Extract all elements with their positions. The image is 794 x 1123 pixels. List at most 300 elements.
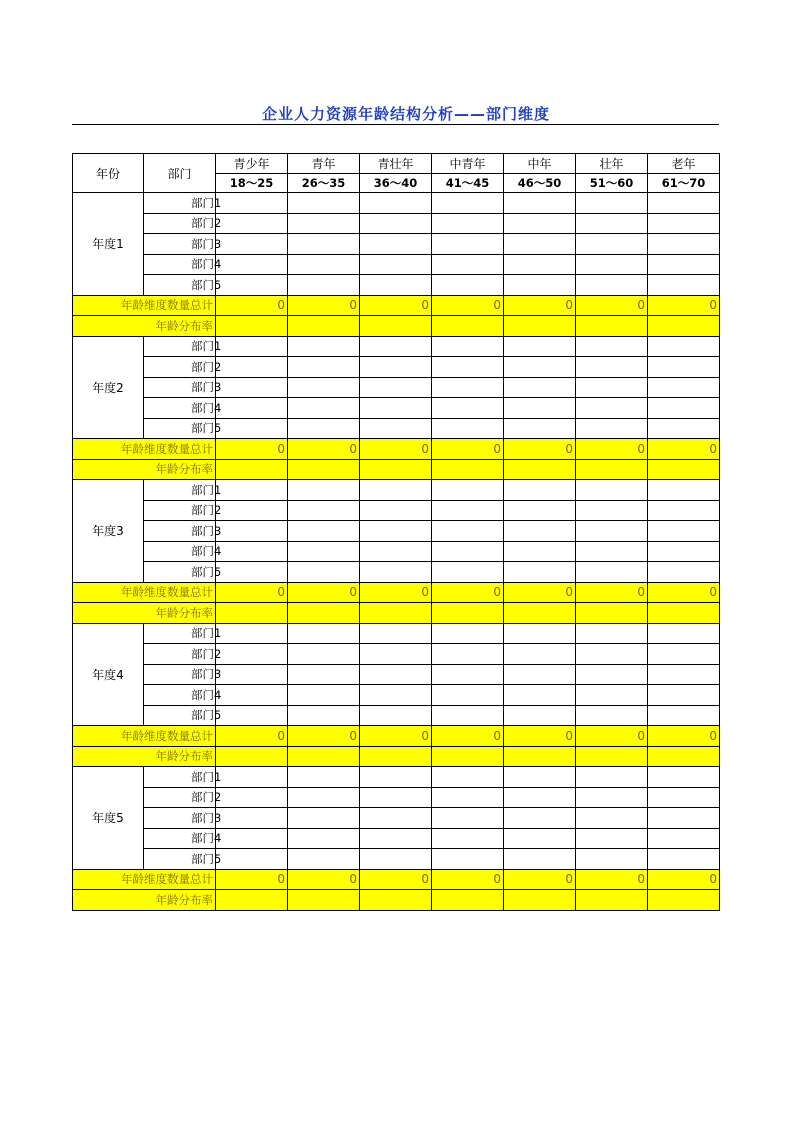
rate-cell[interactable] <box>216 746 288 767</box>
total-cell[interactable]: 0 <box>432 726 504 747</box>
data-cell[interactable] <box>288 213 360 234</box>
table-row <box>73 562 720 583</box>
total-cell[interactable]: 0 <box>432 869 504 890</box>
data-cell[interactable] <box>504 828 576 849</box>
data-cell[interactable] <box>504 562 576 583</box>
data-cell[interactable] <box>648 685 720 706</box>
data-cell[interactable] <box>216 500 288 521</box>
rate-row <box>73 316 720 337</box>
table-row <box>73 500 720 521</box>
total-cell[interactable]: 0 <box>504 295 576 316</box>
data-cell[interactable] <box>360 193 432 214</box>
rate-cell[interactable] <box>288 603 360 624</box>
data-cell[interactable] <box>504 521 576 542</box>
data-cell[interactable] <box>576 787 648 808</box>
dept-label: 部门4 <box>144 685 216 706</box>
data-cell[interactable] <box>432 541 504 562</box>
data-cell[interactable] <box>504 541 576 562</box>
data-cell[interactable] <box>432 500 504 521</box>
data-cell[interactable] <box>648 275 720 296</box>
data-cell[interactable] <box>216 418 288 439</box>
data-cell[interactable] <box>576 828 648 849</box>
rate-row <box>73 890 720 911</box>
data-cell[interactable] <box>648 787 720 808</box>
total-cell[interactable]: 0 <box>504 439 576 460</box>
data-cell[interactable] <box>216 193 288 214</box>
data-cell[interactable] <box>432 377 504 398</box>
rate-cell[interactable] <box>432 746 504 767</box>
rate-cell[interactable] <box>648 603 720 624</box>
data-cell[interactable] <box>648 193 720 214</box>
data-cell[interactable] <box>648 562 720 583</box>
data-cell[interactable] <box>432 849 504 870</box>
total-cell[interactable]: 0 <box>576 295 648 316</box>
rate-cell[interactable] <box>648 459 720 480</box>
data-cell[interactable] <box>648 808 720 829</box>
data-cell[interactable] <box>648 541 720 562</box>
data-cell[interactable] <box>216 623 288 644</box>
total-cell[interactable]: 0 <box>576 439 648 460</box>
data-cell[interactable] <box>504 377 576 398</box>
data-cell[interactable] <box>504 234 576 255</box>
data-cell[interactable] <box>216 336 288 357</box>
total-cell[interactable]: 0 <box>216 582 288 603</box>
table-row <box>73 705 720 726</box>
total-cell[interactable]: 0 <box>576 869 648 890</box>
dept-label: 部门3 <box>144 664 216 685</box>
data-cell[interactable] <box>648 849 720 870</box>
data-cell[interactable] <box>432 521 504 542</box>
data-cell[interactable] <box>216 377 288 398</box>
data-cell[interactable] <box>504 623 576 644</box>
data-cell[interactable] <box>360 705 432 726</box>
data-cell[interactable] <box>648 213 720 234</box>
data-cell[interactable] <box>648 644 720 665</box>
data-cell[interactable] <box>360 336 432 357</box>
rate-cell[interactable] <box>360 746 432 767</box>
data-cell[interactable] <box>504 664 576 685</box>
rate-cell[interactable] <box>432 459 504 480</box>
data-cell[interactable] <box>216 213 288 234</box>
year-label: 年度2 <box>73 336 144 439</box>
data-cell[interactable] <box>576 234 648 255</box>
rate-cell[interactable] <box>648 890 720 911</box>
data-cell[interactable] <box>216 521 288 542</box>
rate-cell[interactable] <box>576 603 648 624</box>
data-cell[interactable] <box>504 644 576 665</box>
data-cell[interactable] <box>648 828 720 849</box>
rate-cell[interactable] <box>216 890 288 911</box>
total-row <box>73 295 720 316</box>
data-cell[interactable] <box>288 767 360 788</box>
data-cell[interactable] <box>288 623 360 644</box>
data-cell[interactable] <box>504 685 576 706</box>
data-cell[interactable] <box>288 275 360 296</box>
dept-label: 部门1 <box>144 336 216 357</box>
data-cell[interactable] <box>432 193 504 214</box>
data-cell[interactable] <box>360 254 432 275</box>
data-cell[interactable] <box>288 234 360 255</box>
data-cell[interactable] <box>576 377 648 398</box>
data-cell[interactable] <box>216 398 288 419</box>
data-cell[interactable] <box>216 254 288 275</box>
rate-cell[interactable] <box>504 459 576 480</box>
data-cell[interactable] <box>360 377 432 398</box>
data-cell[interactable] <box>576 644 648 665</box>
data-cell[interactable] <box>216 705 288 726</box>
table-row <box>73 787 720 808</box>
total-cell[interactable]: 0 <box>432 582 504 603</box>
data-cell[interactable] <box>432 480 504 501</box>
header-group-name: 中青年 <box>432 154 504 174</box>
total-label: 年龄维度数量总计 <box>73 726 216 747</box>
data-cell[interactable] <box>216 275 288 296</box>
data-cell[interactable] <box>216 644 288 665</box>
rate-cell[interactable] <box>432 603 504 624</box>
data-cell[interactable] <box>216 787 288 808</box>
rate-cell[interactable] <box>432 316 504 337</box>
data-cell[interactable] <box>504 193 576 214</box>
total-cell[interactable]: 0 <box>288 726 360 747</box>
data-cell[interactable] <box>576 705 648 726</box>
total-cell[interactable]: 0 <box>288 869 360 890</box>
total-cell[interactable]: 0 <box>648 295 720 316</box>
rate-cell[interactable] <box>504 890 576 911</box>
data-cell[interactable] <box>432 644 504 665</box>
data-cell[interactable] <box>504 705 576 726</box>
data-cell[interactable] <box>576 767 648 788</box>
data-cell[interactable] <box>360 480 432 501</box>
data-cell[interactable] <box>576 562 648 583</box>
data-cell[interactable] <box>576 849 648 870</box>
total-cell[interactable]: 0 <box>216 726 288 747</box>
data-cell[interactable] <box>216 234 288 255</box>
data-cell[interactable] <box>432 705 504 726</box>
data-cell[interactable] <box>432 685 504 706</box>
total-cell[interactable]: 0 <box>576 582 648 603</box>
data-cell[interactable] <box>288 849 360 870</box>
rate-cell[interactable] <box>648 316 720 337</box>
data-cell[interactable] <box>288 664 360 685</box>
data-cell[interactable] <box>288 357 360 378</box>
data-cell[interactable] <box>576 808 648 829</box>
data-cell[interactable] <box>576 336 648 357</box>
data-cell[interactable] <box>288 562 360 583</box>
data-cell[interactable] <box>288 644 360 665</box>
data-cell[interactable] <box>648 336 720 357</box>
data-cell[interactable] <box>576 357 648 378</box>
total-cell[interactable]: 0 <box>360 295 432 316</box>
header-group-range: 26～35 <box>288 173 360 193</box>
data-cell[interactable] <box>504 849 576 870</box>
year-label: 年度1 <box>73 193 144 296</box>
total-cell[interactable]: 0 <box>648 582 720 603</box>
data-cell[interactable] <box>360 213 432 234</box>
data-cell[interactable] <box>648 623 720 644</box>
total-cell[interactable]: 0 <box>504 582 576 603</box>
data-cell[interactable] <box>432 787 504 808</box>
data-cell[interactable] <box>648 377 720 398</box>
total-cell[interactable]: 0 <box>288 295 360 316</box>
dept-label: 部门5 <box>144 418 216 439</box>
data-cell[interactable] <box>648 664 720 685</box>
dept-label: 部门1 <box>144 480 216 501</box>
total-cell[interactable]: 0 <box>432 439 504 460</box>
title-divider <box>72 124 719 125</box>
dept-label: 部门4 <box>144 254 216 275</box>
dept-label: 部门1 <box>144 767 216 788</box>
data-cell[interactable] <box>432 357 504 378</box>
data-cell[interactable] <box>288 705 360 726</box>
rate-cell[interactable] <box>648 746 720 767</box>
rate-cell[interactable] <box>288 316 360 337</box>
data-cell[interactable] <box>504 787 576 808</box>
data-cell[interactable] <box>504 357 576 378</box>
total-cell[interactable]: 0 <box>432 295 504 316</box>
total-label: 年龄维度数量总计 <box>73 295 216 316</box>
table-row <box>73 644 720 665</box>
total-cell[interactable]: 0 <box>360 726 432 747</box>
data-cell[interactable] <box>504 500 576 521</box>
rate-cell[interactable] <box>432 890 504 911</box>
data-cell[interactable] <box>288 685 360 706</box>
data-cell[interactable] <box>360 234 432 255</box>
dept-label: 部门3 <box>144 377 216 398</box>
data-cell[interactable] <box>648 234 720 255</box>
table-row <box>73 357 720 378</box>
data-cell[interactable] <box>648 480 720 501</box>
data-cell[interactable] <box>504 213 576 234</box>
data-cell[interactable] <box>216 685 288 706</box>
year-label: 年度4 <box>73 623 144 726</box>
data-cell[interactable] <box>360 828 432 849</box>
data-cell[interactable] <box>216 480 288 501</box>
data-cell[interactable] <box>216 357 288 378</box>
data-cell[interactable] <box>360 500 432 521</box>
dept-label: 部门4 <box>144 828 216 849</box>
data-cell[interactable] <box>504 275 576 296</box>
rate-cell[interactable] <box>216 459 288 480</box>
table-row <box>73 193 720 214</box>
data-cell[interactable] <box>504 254 576 275</box>
data-cell[interactable] <box>576 664 648 685</box>
total-cell[interactable]: 0 <box>288 582 360 603</box>
data-cell[interactable] <box>288 254 360 275</box>
data-cell[interactable] <box>288 336 360 357</box>
data-cell[interactable] <box>432 254 504 275</box>
data-cell[interactable] <box>360 808 432 829</box>
data-cell[interactable] <box>648 398 720 419</box>
data-cell[interactable] <box>432 664 504 685</box>
total-cell[interactable]: 0 <box>504 869 576 890</box>
rate-cell[interactable] <box>288 459 360 480</box>
data-cell[interactable] <box>576 623 648 644</box>
data-cell[interactable] <box>360 787 432 808</box>
data-cell[interactable] <box>576 685 648 706</box>
data-cell[interactable] <box>360 644 432 665</box>
data-cell[interactable] <box>288 500 360 521</box>
data-cell[interactable] <box>360 664 432 685</box>
data-cell[interactable] <box>432 808 504 829</box>
data-cell[interactable] <box>576 541 648 562</box>
total-cell[interactable]: 0 <box>360 439 432 460</box>
rate-cell[interactable] <box>576 746 648 767</box>
data-cell[interactable] <box>216 664 288 685</box>
rate-cell[interactable] <box>288 746 360 767</box>
data-cell[interactable] <box>504 336 576 357</box>
data-cell[interactable] <box>360 562 432 583</box>
data-cell[interactable] <box>576 275 648 296</box>
rate-cell[interactable] <box>360 459 432 480</box>
rate-label: 年龄分布率 <box>73 316 216 337</box>
data-cell[interactable] <box>360 398 432 419</box>
dept-label: 部门3 <box>144 808 216 829</box>
rate-row <box>73 603 720 624</box>
data-cell[interactable] <box>216 828 288 849</box>
data-cell[interactable] <box>432 767 504 788</box>
header-dept: 部门 <box>144 154 216 193</box>
table-row <box>73 849 720 870</box>
age-structure-table <box>72 153 720 911</box>
data-cell[interactable] <box>576 521 648 542</box>
total-row <box>73 869 720 890</box>
total-row <box>73 726 720 747</box>
rate-cell[interactable] <box>216 603 288 624</box>
year-label: 年度3 <box>73 480 144 583</box>
rate-cell[interactable] <box>288 890 360 911</box>
data-cell[interactable] <box>576 213 648 234</box>
data-cell[interactable] <box>216 849 288 870</box>
data-cell[interactable] <box>432 418 504 439</box>
rate-label: 年龄分布率 <box>73 459 216 480</box>
data-cell[interactable] <box>216 541 288 562</box>
header-group-name: 青壮年 <box>360 154 432 174</box>
data-cell[interactable] <box>360 521 432 542</box>
data-cell[interactable] <box>648 418 720 439</box>
dept-label: 部门5 <box>144 562 216 583</box>
data-cell[interactable] <box>288 521 360 542</box>
data-cell[interactable] <box>576 418 648 439</box>
header-year: 年份 <box>73 154 144 193</box>
data-cell[interactable] <box>288 787 360 808</box>
data-cell[interactable] <box>288 808 360 829</box>
data-cell[interactable] <box>216 562 288 583</box>
data-cell[interactable] <box>648 357 720 378</box>
total-cell[interactable]: 0 <box>648 726 720 747</box>
total-cell[interactable]: 0 <box>216 439 288 460</box>
data-cell[interactable] <box>288 193 360 214</box>
data-cell[interactable] <box>288 398 360 419</box>
data-cell[interactable] <box>360 541 432 562</box>
data-cell[interactable] <box>360 849 432 870</box>
rate-row <box>73 746 720 767</box>
dept-label: 部门5 <box>144 275 216 296</box>
table-row <box>73 808 720 829</box>
total-cell[interactable]: 0 <box>360 869 432 890</box>
data-cell[interactable] <box>432 623 504 644</box>
rate-label: 年龄分布率 <box>73 603 216 624</box>
rate-cell[interactable] <box>504 316 576 337</box>
data-cell[interactable] <box>576 480 648 501</box>
table-row <box>73 685 720 706</box>
dept-label: 部门1 <box>144 623 216 644</box>
data-cell[interactable] <box>360 357 432 378</box>
dept-label: 部门3 <box>144 521 216 542</box>
total-cell[interactable]: 0 <box>504 726 576 747</box>
total-cell[interactable]: 0 <box>648 439 720 460</box>
data-cell[interactable] <box>288 418 360 439</box>
rate-cell[interactable] <box>360 316 432 337</box>
data-cell[interactable] <box>288 377 360 398</box>
dept-label: 部门2 <box>144 644 216 665</box>
total-cell[interactable]: 0 <box>648 869 720 890</box>
data-cell[interactable] <box>360 418 432 439</box>
total-cell[interactable]: 0 <box>216 869 288 890</box>
data-cell[interactable] <box>504 808 576 829</box>
total-cell[interactable]: 0 <box>576 726 648 747</box>
data-cell[interactable] <box>504 767 576 788</box>
data-cell[interactable] <box>648 705 720 726</box>
rate-cell[interactable] <box>504 746 576 767</box>
data-cell[interactable] <box>576 398 648 419</box>
data-cell[interactable] <box>288 828 360 849</box>
dept-label: 部门5 <box>144 705 216 726</box>
total-row <box>73 582 720 603</box>
data-cell[interactable] <box>360 685 432 706</box>
dept-label: 部门2 <box>144 500 216 521</box>
data-cell[interactable] <box>288 541 360 562</box>
data-cell[interactable] <box>288 480 360 501</box>
header-group-name: 中年 <box>504 154 576 174</box>
rate-cell[interactable] <box>504 603 576 624</box>
data-cell[interactable] <box>504 398 576 419</box>
rate-cell[interactable] <box>576 316 648 337</box>
rate-cell[interactable] <box>360 890 432 911</box>
data-cell[interactable] <box>216 767 288 788</box>
table-row <box>73 664 720 685</box>
data-cell[interactable] <box>648 254 720 275</box>
data-cell[interactable] <box>432 234 504 255</box>
data-cell[interactable] <box>576 500 648 521</box>
data-cell[interactable] <box>360 275 432 296</box>
data-cell[interactable] <box>648 767 720 788</box>
data-cell[interactable] <box>360 623 432 644</box>
total-cell[interactable]: 0 <box>216 295 288 316</box>
data-cell[interactable] <box>432 398 504 419</box>
data-cell[interactable] <box>648 521 720 542</box>
data-cell[interactable] <box>432 828 504 849</box>
rate-cell[interactable] <box>576 890 648 911</box>
data-cell[interactable] <box>504 480 576 501</box>
rate-cell[interactable] <box>576 459 648 480</box>
data-cell[interactable] <box>576 254 648 275</box>
rate-cell[interactable] <box>216 316 288 337</box>
data-cell[interactable] <box>432 562 504 583</box>
header-group-range: 41～45 <box>432 173 504 193</box>
total-cell[interactable]: 0 <box>288 439 360 460</box>
data-cell[interactable] <box>504 418 576 439</box>
total-cell[interactable]: 0 <box>360 582 432 603</box>
table-row <box>73 418 720 439</box>
data-cell[interactable] <box>432 336 504 357</box>
data-cell[interactable] <box>432 275 504 296</box>
data-cell[interactable] <box>216 808 288 829</box>
data-cell[interactable] <box>648 500 720 521</box>
rate-cell[interactable] <box>360 603 432 624</box>
data-cell[interactable] <box>576 193 648 214</box>
data-cell[interactable] <box>360 767 432 788</box>
data-cell[interactable] <box>432 213 504 234</box>
